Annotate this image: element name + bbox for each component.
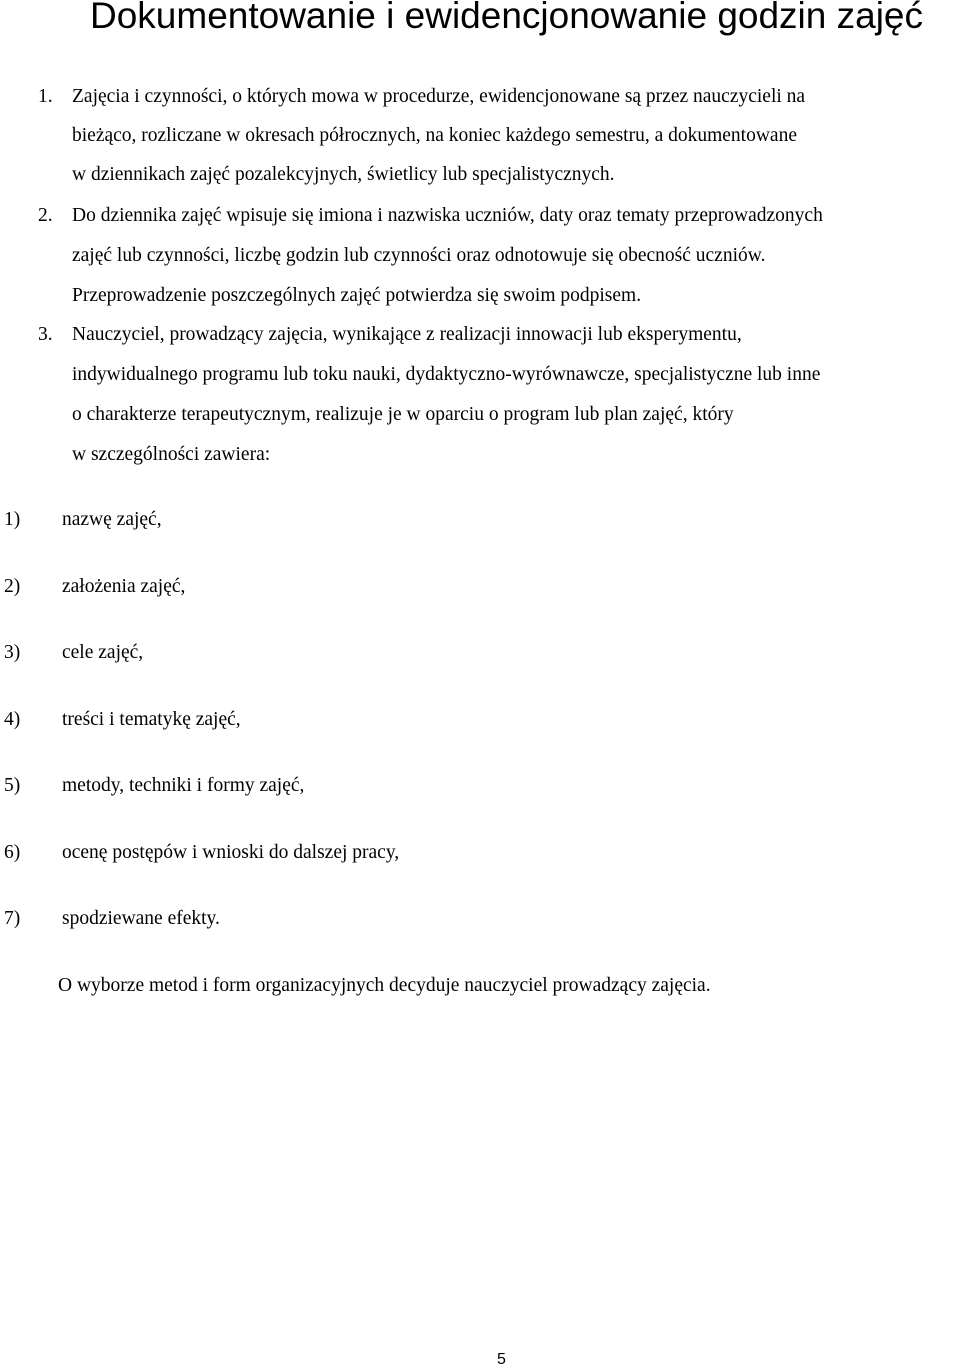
item-line: w szczególności zawiera: [72,444,271,465]
sub-item-number: 4) [4,709,21,730]
item-line: Do dziennika zajęć wpisuje się imiona i nazwiska uczniów, daty oraz tematy przeprowadzonych [72,205,823,226]
sub-item-number: 2) [4,576,21,597]
sub-item-number: 6) [4,842,21,863]
item-number: 1. [38,86,53,107]
sub-item-text: spodziewane efekty. [62,908,220,929]
item-line: bieżąco, rozliczane w okresach półrocznych, na koniec każdego semestru, a dokumentowane [72,125,797,146]
item-number: 2. [38,205,53,226]
sub-item-text: metody, techniki i formy zajęć, [62,775,305,796]
item-number: 3. [38,324,53,345]
item-line: Przeprowadzenie poszczególnych zajęć potwierdza się swoim podpisem. [72,285,642,306]
sub-item-text: nazwę zajęć, [62,509,162,530]
item-line: Nauczyciel, prowadzący zajęcia, wynikające z realizacji innowacji lub eksperymentu, [72,324,742,345]
item-line: Zajęcia i czynności, o których mowa w procedurze, ewidencjonowane są przez nauczycieli na [72,86,806,107]
item-line: w dziennikach zajęć pozalekcyjnych, świetlicy lub specjalistycznych. [72,164,615,185]
sub-item-text: cele zajęć, [62,642,144,663]
sub-item-text: ocenę postępów i wnioski do dalszej pracy, [62,842,400,863]
sub-item-number: 1) [4,509,21,530]
closing-note: O wyborze metod i form organizacyjnych decyduje nauczyciel prowadzący zajęcia. [58,975,711,996]
item-line: o charakterze terapeutycznym, realizuje je w oparciu o program lub plan zajęć, który [72,404,734,425]
sub-item-text: treści i tematykę zajęć, [62,709,241,730]
sub-item-number: 5) [4,775,21,796]
sub-item-text: założenia zajęć, [62,576,186,597]
item-line: indywidualnego programu lub toku nauki, dydaktyczno-wyrównawcze, specjalistyczne lub inne [72,364,821,385]
page-title: Dokumentowanie i ewidencjonowanie godzin zajęć [90,0,924,36]
sub-item-number: 7) [4,908,21,929]
page-number: 5 [497,1351,506,1368]
item-line: zajęć lub czynności, liczbę godzin lub czynności oraz odnotowuje się obecność uczniów. [72,245,766,266]
sub-item-number: 3) [4,642,21,663]
